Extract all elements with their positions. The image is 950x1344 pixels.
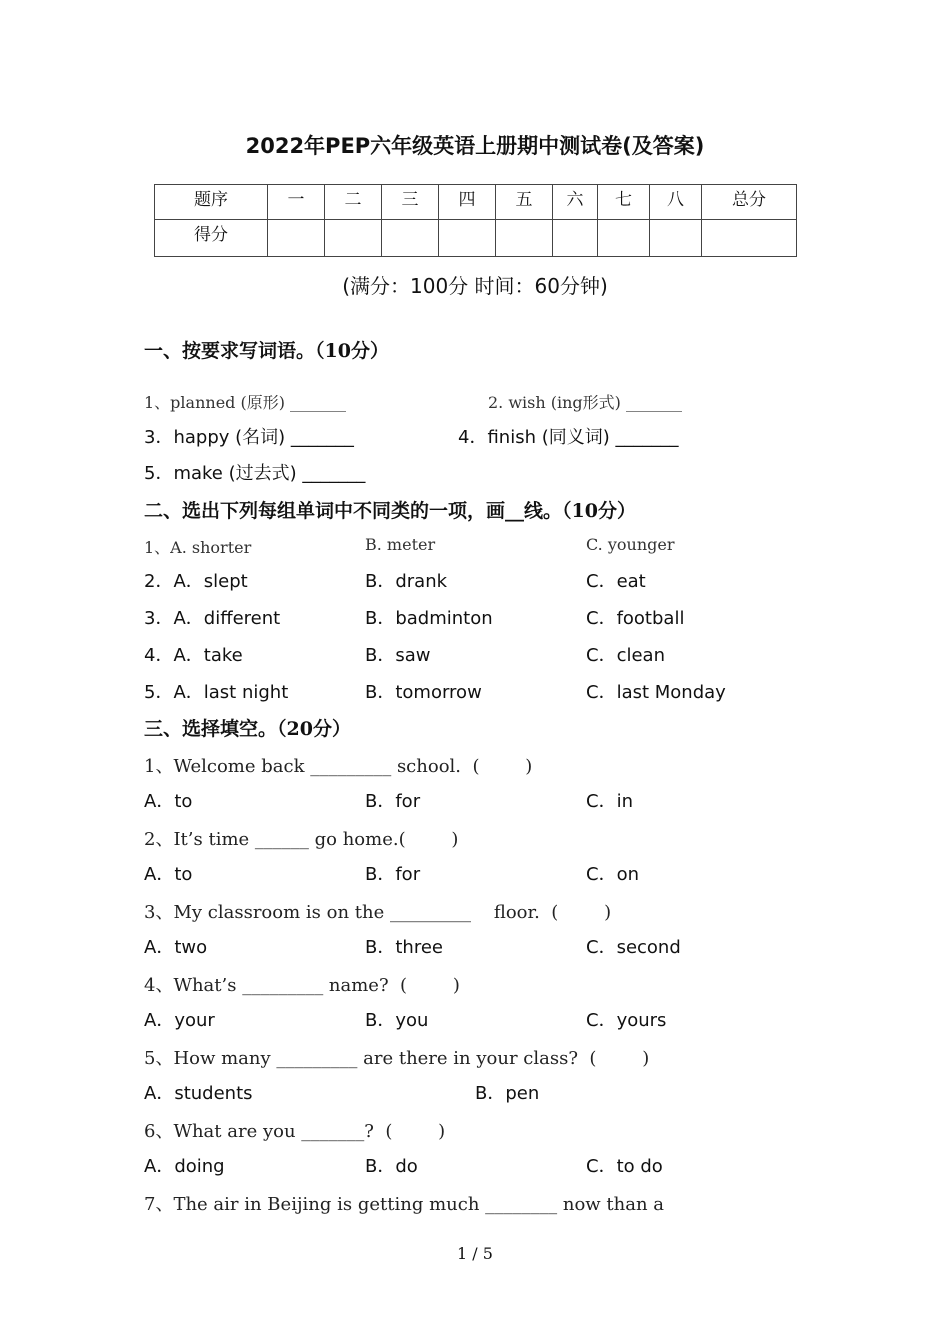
score-row-label: 得分 <box>155 220 268 257</box>
option: C．in <box>586 791 633 812</box>
option: B．for <box>365 791 421 812</box>
score-cell[interactable] <box>496 220 553 257</box>
question <box>144 1044 844 1070</box>
option: C．football <box>586 608 685 629</box>
score-table-score-row <box>155 220 797 257</box>
section1-heading: 一、按要求写词语。（10分） <box>144 340 389 362</box>
score-header-cell: 四 <box>439 185 496 220</box>
option: B．drank <box>365 571 448 592</box>
option: B．pen <box>475 1083 540 1104</box>
option: C．second <box>586 937 681 958</box>
score-header-cell: 八 <box>650 185 702 220</box>
section1-item: 4．finish (同义词) _______ <box>458 427 679 448</box>
question <box>144 971 844 997</box>
option: B．three <box>365 937 443 958</box>
answer-options <box>144 1079 844 1105</box>
option: B．you <box>365 1010 429 1031</box>
score-cell[interactable] <box>439 220 496 257</box>
answer-options <box>144 1152 844 1178</box>
option: A．doing <box>144 1156 225 1177</box>
question-text: 5、How many _________ are there in your class? ( ) <box>144 1048 650 1069</box>
score-header-cell: 六 <box>553 185 598 220</box>
section1-row <box>144 459 844 485</box>
score-cell[interactable] <box>702 220 797 257</box>
section2-row <box>144 641 844 667</box>
score-header-cell: 七 <box>598 185 650 220</box>
section2-row <box>144 535 844 561</box>
score-header-cell: 一 <box>268 185 325 220</box>
question-text: 7、The air in Beijing is getting much ________ now than a <box>144 1194 665 1215</box>
option: 4．A．take <box>144 645 243 666</box>
option: C．last Monday <box>586 682 726 703</box>
answer-options <box>144 860 844 886</box>
question <box>144 1190 844 1216</box>
answer-options <box>144 1006 844 1032</box>
score-header-cell: 题序 <box>155 185 268 220</box>
option: 1、A. shorter <box>144 538 252 557</box>
score-header-cell: 二 <box>325 185 382 220</box>
option: C．eat <box>586 571 646 592</box>
question <box>144 825 844 851</box>
option: B．badminton <box>365 608 493 629</box>
score-cell[interactable] <box>598 220 650 257</box>
option: C. younger <box>586 535 675 554</box>
option: 2．A．slept <box>144 571 248 592</box>
option: 3．A．different <box>144 608 281 629</box>
question-text: 4、What’s _________ name? ( ) <box>144 975 460 996</box>
question <box>144 752 844 778</box>
section1-item: 2. wish (ing形式) _______ <box>488 393 683 412</box>
option: A．to <box>144 864 193 885</box>
section2-row <box>144 604 844 630</box>
option: A．your <box>144 1010 215 1031</box>
question <box>144 898 844 924</box>
option: B．do <box>365 1156 418 1177</box>
section2-row <box>144 678 844 704</box>
section2-row <box>144 567 844 593</box>
score-table <box>154 184 797 257</box>
answer-options <box>144 787 844 813</box>
question-text: 3、My classroom is on the _________ floor. ( ) <box>144 902 612 923</box>
option: C．to do <box>586 1156 663 1177</box>
page-number: 1 / 5 <box>457 1244 493 1263</box>
score-cell[interactable] <box>650 220 702 257</box>
question-text: 1、Welcome back _________ school. ( ) <box>144 756 533 777</box>
score-cell[interactable] <box>268 220 325 257</box>
option: C．yours <box>586 1010 667 1031</box>
section1-item: 3．happy (名词) _______ <box>144 427 354 448</box>
option: 5．A．last night <box>144 682 289 703</box>
section3-heading: 三、选择填空。（20分） <box>144 718 351 740</box>
score-header-cell: 五 <box>496 185 553 220</box>
option: C．clean <box>586 645 665 666</box>
option: B．for <box>365 864 421 885</box>
option: A．two <box>144 937 208 958</box>
section1-item: 1、planned (原形) _______ <box>144 393 347 412</box>
option: B. meter <box>365 535 436 554</box>
section2-heading: 二、选出下列每组单词中不同类的一项，画__线。（10分） <box>144 500 636 522</box>
question <box>144 1117 844 1143</box>
page-title: 2022年PEP六年级英语上册期中测试卷(及答案) <box>245 134 705 158</box>
score-cell[interactable] <box>382 220 439 257</box>
section1-item: 5．make (过去式) _______ <box>144 463 366 484</box>
score-cell[interactable] <box>325 220 382 257</box>
option: A．to <box>144 791 193 812</box>
section1-row <box>144 390 844 416</box>
score-header-cell: 三 <box>382 185 439 220</box>
option: B．tomorrow <box>365 682 482 703</box>
score-table-header-row <box>155 185 797 220</box>
score-header-cell: 总分 <box>702 185 797 220</box>
option: B．saw <box>365 645 431 666</box>
question-text: 2、It’s time ______ go home.( ) <box>144 829 459 850</box>
score-cell[interactable] <box>553 220 598 257</box>
option: C．on <box>586 864 639 885</box>
full-mark-and-time: (满分：100分 时间：60分钟) <box>342 274 608 298</box>
answer-options <box>144 933 844 959</box>
option: A．students <box>144 1083 253 1104</box>
question-text: 6、What are you _______? ( ) <box>144 1121 446 1142</box>
section1-row <box>144 423 844 449</box>
